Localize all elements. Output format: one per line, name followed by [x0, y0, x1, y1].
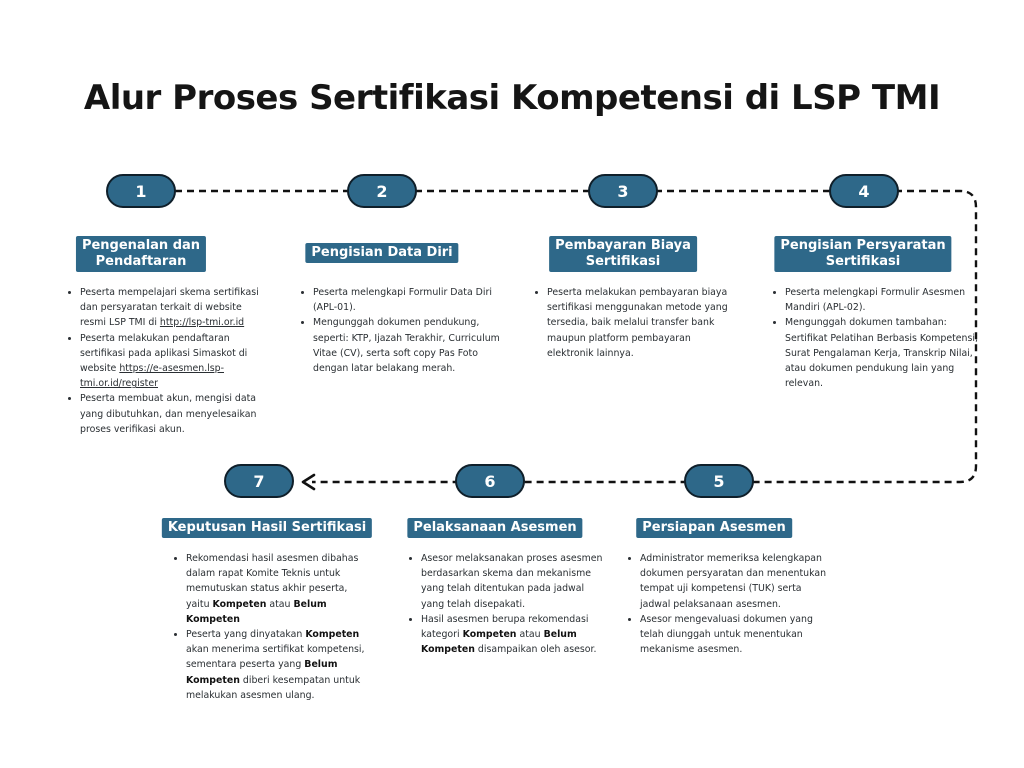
step-2-title: [305, 243, 458, 263]
step-3-title: [549, 236, 697, 272]
step-5-title: [636, 518, 792, 538]
step-4-list: [769, 285, 979, 391]
step-1-title-line-2: Pendaftaran: [95, 254, 187, 269]
step-4-title-line-2: Sertifikasi: [825, 254, 901, 269]
step-1-title-line-1: Pengenalan dan: [81, 238, 201, 253]
website-link[interactable]: http://lsp-tmi.or.id: [159, 317, 245, 329]
step-1-title: [76, 236, 206, 272]
bullet-text: Hasil asesmen berupa rekomendasi kategori: [421, 613, 589, 641]
step-6-title-line-1: Pelaksanaan Asesmen: [413, 520, 577, 535]
page-title: Alur Proses Sertifikasi Kompetensi di LSP TMI: [83, 78, 941, 118]
bullet-text: Peserta melengkapi Formulir Asesmen Mandiri (APL-02).: [785, 287, 966, 314]
step-1-bullet: [80, 391, 266, 437]
step-6-bullet: [421, 612, 603, 658]
website-link[interactable]: https://e-asesmen.lsp-tmi.or.id/register: [80, 363, 224, 390]
bullet-text: atau: [516, 629, 544, 641]
bullet-text: atau: [266, 598, 294, 610]
step-1-badge: 1: [106, 174, 176, 208]
bullet-text: Peserta mempelajari skema sertifikasi dan persyaratan terkait di website resmi LSP TMI di: [80, 287, 259, 329]
step-7-bullet: [186, 551, 370, 627]
step-5-bullet: [640, 612, 832, 658]
step-4-bullet: [785, 285, 979, 315]
step-7-list: [170, 551, 370, 703]
step-3-title-line-1: Pembayaran Biaya: [555, 238, 691, 253]
bullet-text: Peserta melakukan pendaftaran sertifikasi pada aplikasi Simaskot di website: [80, 332, 248, 375]
step-6-title: [407, 518, 582, 538]
bullet-text: akan menerima sertifikat kompetensi, sementara peserta yang: [186, 644, 365, 671]
step-2-badge: 2: [347, 174, 417, 208]
step-2-bullet: [313, 315, 505, 376]
bullet-text: diberi kesempatan untuk melakukan asesmen ulang.: [186, 674, 361, 701]
bullet-text: Peserta membuat akun, mengisi data yang dibutuhkan, dan menyelesaikan proses verifikasi akun.: [80, 393, 257, 435]
bullet-text: disampaikan oleh asesor.: [474, 644, 597, 656]
step-4-title: [774, 236, 951, 272]
emphasis-text: Kompeten: [462, 629, 517, 641]
bullet-text: Mengunggah dokumen pendukung, seperti: KTP, Ijazah Terakhir, Curriculum Vitae (CV), serta soft copy Pas Foto dengan latar belakang merah.: [313, 317, 500, 375]
step-3-title-line-2: Sertifikasi: [585, 254, 661, 269]
bullet-text: Asesor mengevaluasi dokumen yang telah diunggah untuk menentukan mekanisme asesmen.: [640, 613, 813, 656]
bullet-text: Administrator memeriksa kelengkapan dokumen persyaratan dan menentukan tempat uji kompetensi (TUK) serta jadwal pelaksanaan asesmen.: [640, 553, 827, 610]
step-2-list: [297, 285, 505, 376]
step-1-list: [64, 285, 266, 437]
emphasis-text: Belum Kompeten: [186, 659, 338, 686]
step-5-badge: 5: [684, 464, 754, 498]
step-4-bullet: [785, 315, 979, 391]
step-7-title-line-1: Keputusan Hasil Sertifikasi: [167, 520, 367, 535]
step-7-bullet: [186, 627, 370, 703]
step-7-badge: 7: [224, 464, 294, 498]
step-2-bullet: [313, 285, 505, 315]
step-6-bullet: [421, 551, 603, 612]
step-5-bullet: [640, 551, 832, 612]
step-6-list: [405, 551, 603, 657]
step-1-bullet: [80, 285, 266, 331]
bullet-text: Peserta yang dinyatakan: [186, 629, 306, 641]
step-5-list: [624, 551, 832, 657]
emphasis-text: Belum Kompeten: [421, 629, 577, 656]
step-4-badge: 4: [829, 174, 899, 208]
emphasis-text: Kompeten: [305, 629, 360, 641]
step-6-badge: 6: [455, 464, 525, 498]
bullet-text: Rekomendasi hasil asesmen dibahas dalam rapat Komite Teknis untuk memutuskan status akhir peserta, yaitu: [186, 553, 359, 610]
step-2-title-line-1: Pengisian Data Diri: [311, 245, 453, 260]
step-3-badge: 3: [588, 174, 658, 208]
step-5-title-line-1: Persiapan Asesmen: [642, 520, 786, 535]
emphasis-text: Belum Kompeten: [186, 598, 327, 625]
step-3-list: [531, 285, 739, 361]
bullet-text: Mengunggah dokumen tambahan: Sertifikat Pelatihan Berbasis Kompetensi, Surat Pengalaman Kerja, Transkrip Nilai, atau dokumen pendukung lain yang relevan.: [785, 317, 978, 390]
step-3-bullet: [547, 285, 739, 361]
bullet-text: Peserta melengkapi Formulir Data Diri (APL-01).: [313, 287, 492, 314]
emphasis-text: Kompeten: [212, 598, 267, 610]
step-1-bullet: [80, 331, 266, 392]
step-4-title-line-1: Pengisian Persyaratan: [780, 238, 946, 253]
bullet-text: Asesor melaksanakan proses asesmen berdasarkan skema dan mekanisme yang telah ditentukan pada jadwal yang telah disepakati.: [421, 553, 603, 610]
step-7-title: [162, 518, 372, 538]
bullet-text: Peserta melakukan pembayaran biaya sertifikasi menggunakan metode yang tersedia, baik melalui transfer bank maupun platform pembayaran elektronik lainnya.: [547, 287, 728, 359]
